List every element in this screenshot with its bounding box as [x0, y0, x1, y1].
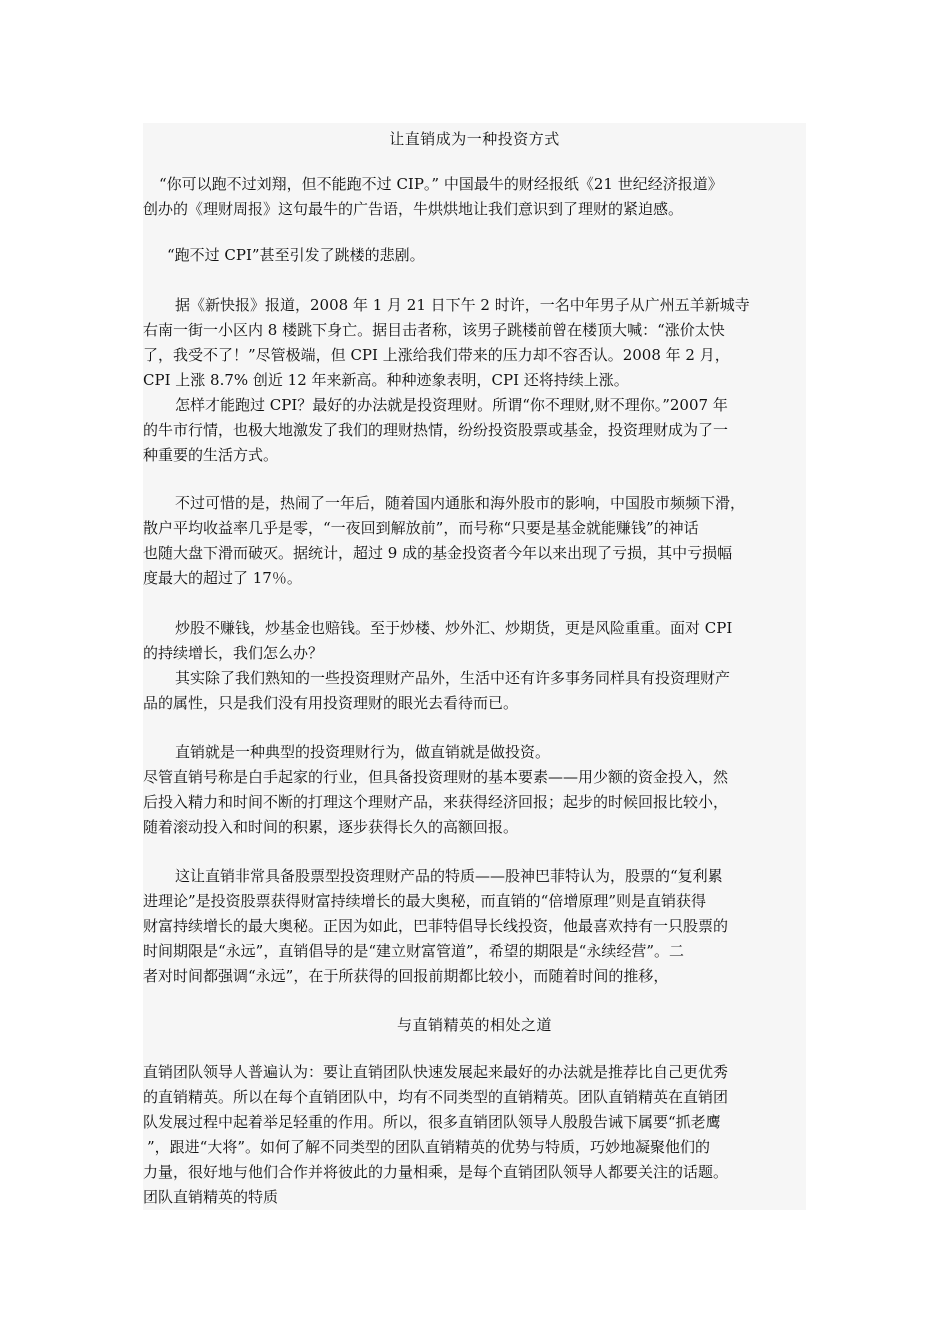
text-line: 其实除了我们熟知的一些投资理财产品外，生活中还有许多事务同样具有投资理财产: [175, 669, 731, 687]
text-line: 品的属性，只是我们没有用投资理财的眼光去看待而已。: [143, 694, 519, 712]
text-line: 不过可惜的是，热闹了一年后，随着国内通胀和海外股市的影响，中国股市频频下滑，: [175, 494, 746, 512]
section-title: 与直销精英的相处之道: [396, 1016, 552, 1034]
text-line: 创办的《理财周报》这句最牛的广告语，牛烘烘地让我们意识到了理财的紧迫感。: [143, 200, 684, 218]
text-line: 也随大盘下滑而破灭。据统计，超过 9 成的基金投资者今年以来出现了亏损，其中亏损幅: [143, 544, 733, 562]
text-line: 直销就是一种典型的投资理财行为，做直销就是做投资。: [175, 743, 551, 761]
text-line: “你可以跑不过刘翔，但不能跑不过 CIP。” 中国最牛的财经报纸《21 世纪经济报道》: [159, 175, 723, 193]
text-line: 度最大的超过了 17％。: [143, 569, 302, 587]
text-line: 后投入精力和时间不断的打理这个理财产品，来获得经济回报；起步的时候回报比较小，: [143, 793, 729, 811]
text-line: 炒股不赚钱，炒基金也赔钱。至于炒楼、炒外汇、炒期货，更是风险重重。面对 CPI: [175, 619, 733, 637]
paragraph-5: [143, 491, 806, 591]
text-line: ”，跟进“大将”。如何了解不同类型的团队直销精英的优势与特质，巧妙地凝聚他们的: [147, 1138, 711, 1156]
text-line: 散户平均收益率几乎是零，“一夜回到解放前”，而号称“只要是基金就能赚钱”的神话: [143, 519, 699, 537]
paragraph-2: [143, 243, 806, 268]
text-line: 尽管直销号称是白手起家的行业，但具备投资理财的基本要素——用少额的资金投入，然: [143, 768, 729, 786]
text-line: 的持续增长，我们怎么办？: [143, 644, 324, 662]
text-line: 团队直销精英的特质: [143, 1188, 279, 1206]
document-title: 让直销成为一种投资方式: [389, 130, 560, 148]
paragraph-10: [143, 864, 806, 989]
text-line: 力量，很好地与他们合作并将彼此的力量相乘，是每个直销团队领导人都要关注的话题。: [143, 1163, 729, 1181]
text-line: 时间期限是“永远”，直销倡导的是“建立财富管道”，希望的期限是“永续经营”。二: [143, 942, 685, 960]
paragraph-7: [143, 666, 806, 716]
text-line: 种重要的生活方式。: [143, 446, 279, 464]
text-line: 了，我受不了！”尽管极端，但 CPI 上涨给我们带来的压力却不容否认。2008 年 2 月，: [143, 346, 730, 364]
text-line: 右南一街一小区内 8 楼跳下身亡。据目击者称，该男子跳楼前曾在楼顶大喊：“涨价太快: [143, 321, 725, 339]
text-line: 的牛市行情，也极大地激发了我们的理财热情，纷纷投资股票或基金，投资理财成为了一: [143, 421, 729, 439]
text-line: 进理论”是投资股票获得财富持续增长的最大奥秘，而直销的“倍增原理”则是直销获得: [143, 892, 707, 910]
paragraph-3: [143, 293, 806, 393]
text-line: 这让直销非常具备股票型投资理财产品的特质——股神巴菲特认为，股票的“复利累: [175, 867, 723, 885]
text-line: “跑不过 CPI”甚至引发了跳楼的悲剧。: [167, 246, 425, 264]
text-line: 据《新快报》报道，2008 年 1 月 21 日下午 2 时许，一名中年男子从广州五羊新城寺: [175, 296, 750, 314]
paragraph-6: [143, 616, 806, 666]
document-page: [143, 123, 806, 1210]
text-line: 的直销精英。所以在每个直销团队中，均有不同类型的直销精英。团队直销精英在直销团: [143, 1088, 729, 1106]
paragraph-9: [143, 765, 806, 840]
text-line: 队发展过程中起着举足轻重的作用。所以，很多直销团队领导人殷殷告诫下属要“抓老鹰: [143, 1113, 721, 1131]
text-line: 者对时间都强调“永远”，在于所获得的回报前期都比较小，而随着时间的推移，: [143, 967, 669, 985]
paragraph-4: [143, 393, 806, 468]
text-line: CPI 上涨 8.7% 创近 12 年来新高。种种迹象表明，CPI 还将持续上涨。: [143, 371, 629, 389]
paragraph-11: [143, 1060, 806, 1210]
text-line: 随着滚动投入和时间的积累，逐步获得长久的高额回报。: [143, 818, 519, 836]
text-line: 直销团队领导人普遍认为：要让直销团队快速发展起来最好的办法就是推荐比自己更优秀: [143, 1063, 729, 1081]
paragraph-1: [143, 172, 806, 222]
text-line: 财富持续增长的最大奥秘。正因为如此，巴菲特倡导长线投资，他最喜欢持有一只股票的: [143, 917, 729, 935]
text-line: 怎样才能跑过 CPI？最好的办法就是投资理财。所谓“你不理财,财不理你。”2007 年: [175, 396, 728, 414]
paragraph-8: [143, 740, 806, 765]
